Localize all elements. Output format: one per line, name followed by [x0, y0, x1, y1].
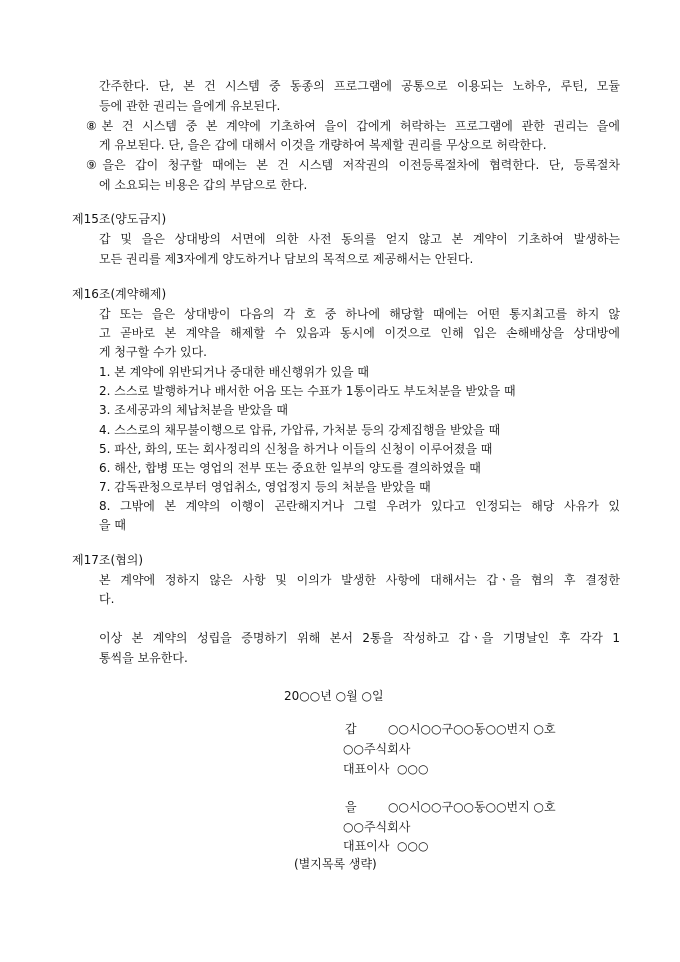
list-item: 3. 조세공과의 체납처분을 받았을 때 — [99, 403, 288, 417]
article-16-title: 제16조(계약해제) — [72, 287, 167, 301]
clause-8-line: 게 유보된다. 단, 을은 갑에 대해서 이것을 개량하여 복제할 권리를 무상으로 허락한다. — [99, 138, 547, 152]
list-item: 1. 본 계약에 위반되거나 중대한 배신행위가 있을 때 — [99, 365, 369, 379]
clause-9-line: ⑨을은 갑이 청구할 때에는 본 건 시스템 저작권의 이전등록절차에 협력한다. 단, 등록절차 — [86, 158, 620, 172]
list-item: 2. 스스로 발행하거나 배서한 어음 또는 수표가 1통이라도 부도처분을 받았을 때 — [99, 384, 516, 398]
closing-line: 통씩을 보유한다. — [99, 651, 188, 665]
article-17-line: 본 계약에 정하지 않은 사항 및 이의가 발생한 사항에 대해서는 갑ㆍ을 협의 후 결정한 — [99, 573, 620, 587]
party-b-representative: 대표이사 ○○○ — [343, 839, 429, 853]
party-a-address: ○○시○○구○○동○○번지 ○호 — [388, 722, 556, 736]
intro-line: 간주한다. 단, 본 건 시스템 중 동종의 프로그램에 공통으로 이용되는 노하우, 루틴, 모듈 — [99, 79, 620, 93]
intro-line: 등에 관한 권리는 을에게 유보된다. — [99, 99, 281, 113]
closing-line: 이상 본 계약의 성립을 증명하기 위해 본서 2통을 작성하고 갑ㆍ을 기명날인 후 각각 1 — [99, 631, 620, 645]
party-b-company: ○○주식회사 — [343, 820, 411, 834]
article-16-line: 갑 또는 을은 상대방이 다음의 각 호 중 하나에 해당할 때에는 어떤 통지최고를 하지 않 — [99, 307, 620, 321]
article-16-line: 게 청구할 수가 있다. — [99, 345, 207, 359]
article-16-line: 고 곧바로 본 계약을 해제할 수 있음과 동시에 이것으로 인해 입은 손해배상을 상대방에 — [99, 326, 620, 340]
list-item: 8. 그밖에 본 계약의 이행이 곤란해지거나 그럴 우려가 있다고 인정되는 해당 사유가 있 — [99, 499, 620, 513]
article-15-title: 제15조(양도금지) — [72, 212, 167, 226]
list-item: 7. 감독관청으로부터 영업취소, 영업정지 등의 처분을 받았을 때 — [99, 480, 431, 494]
list-item: 6. 해산, 합병 또는 영업의 전부 또는 중요한 일부의 양도를 결의하였을 때 — [99, 461, 481, 475]
article-17-line: 다. — [99, 592, 115, 606]
appendix-note: (별지목록 생략) — [294, 857, 377, 871]
contract-date: 20○○년 ○월 ○일 — [284, 689, 384, 703]
clause-8-line: ⑧본 건 시스템 중 본 계약에 기초하여 을이 갑에게 허락하는 프로그램에 관한 권리는 을에 — [86, 119, 620, 133]
clause-9-line: 에 소요되는 비용은 갑의 부담으로 한다. — [99, 178, 308, 192]
article-17-title: 제17조(협의) — [72, 553, 144, 567]
party-a-label: 갑 — [345, 722, 357, 736]
party-a-company: ○○주식회사 — [343, 742, 411, 756]
party-b-address: ○○시○○구○○동○○번지 ○호 — [388, 800, 556, 814]
article-15-line: 모든 권리를 제3자에게 양도하거나 담보의 목적으로 제공해서는 안된다. — [99, 252, 474, 266]
list-item: 4. 스스로의 채무불이행으로 압류, 가압류, 가처분 등의 강제집행을 받았을 때 — [99, 423, 501, 437]
party-a-representative: 대표이사 ○○○ — [343, 762, 429, 776]
list-item: 을 때 — [99, 518, 126, 532]
article-15-line: 갑 및 을은 상대방의 서면에 의한 사전 동의를 얻지 않고 본 계약이 기초하여 발생하는 — [99, 232, 620, 246]
list-item: 5. 파산, 화의, 또는 회사정리의 신청을 하거나 이들의 신청이 이루어졌을 때 — [99, 442, 493, 456]
party-b-label: 을 — [345, 800, 357, 814]
